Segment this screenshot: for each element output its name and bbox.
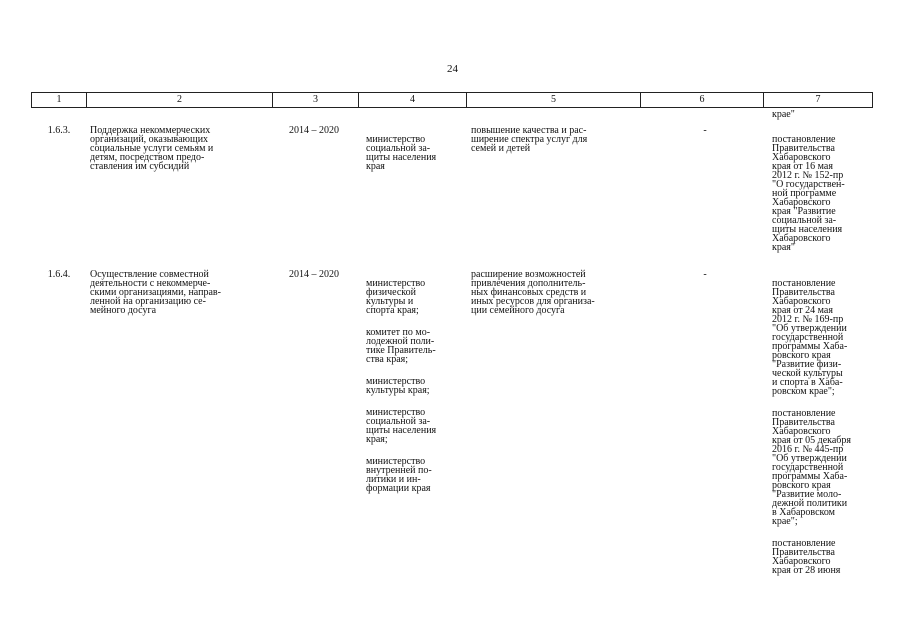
continuation-text: крае" (772, 109, 795, 120)
header-cell-1: 1 (32, 93, 87, 107)
header-cell-6: 6 (641, 93, 764, 107)
page-number: 24 (447, 63, 458, 75)
document-item: постановление Правительства Хабаровского края от 16 мая 2012 г. № 152-пр "О государствен- ной программе Хабаровского края "Развитие социальной за- щиты населения Хабаровского края" (772, 134, 845, 253)
header-cell-3: 3 (273, 93, 359, 107)
period: 2014 – 2020 (289, 125, 339, 136)
period: 2014 – 2020 (289, 269, 339, 280)
header-cell-7: 7 (815, 94, 821, 105)
activity-name: Поддержка некоммерческих организаций, оказывающих социальные услуги семьям и детям, посредством предо- ставления им субсидий (90, 125, 214, 172)
row-number: 1.6.4. (47, 269, 71, 280)
legal-documents (772, 126, 872, 265)
expected-result: повышение качества и рас- ширение спектра услуг для семей и детей (471, 125, 588, 154)
header-cell-4: 4 (359, 93, 467, 107)
executor-item: министерство социальной за- щиты населения края (366, 134, 437, 172)
executor-item: министерство внутренней по- литики и ин- формации края (366, 456, 432, 494)
expected-result: расширение возможностей привлечения дополнитель- ных финансовых средств и иных ресурсов для организа- ции семейного досуга (471, 269, 595, 316)
executors (366, 270, 462, 506)
header-cell-2: 2 (87, 93, 273, 107)
legal-documents (772, 270, 872, 588)
document-item: постановление Правительства Хабаровского края от 05 декабря 2016 г. № 445-пр "Об утверждении государственной программы Хаба- ровского края "Развитие моло- дежной политики в Хабаровском крае"; (772, 408, 851, 527)
executor-item: министерство социальной за- щиты населения края; (366, 407, 437, 445)
row-number: 1.6.3. (47, 125, 71, 136)
column-6-value: - (703, 269, 707, 280)
document-item: постановление Правительства Хабаровского края от 28 июня (772, 538, 841, 576)
executor-item: министерство физической культуры и спорта края; (366, 278, 426, 316)
column-6-value: - (703, 125, 707, 136)
activity-name: Осуществление совместной деятельности с некоммерче- скими организациями, направ- ленной на организацию се- мейного досуга (90, 269, 221, 316)
executor-item: министерство культуры края; (366, 376, 430, 396)
table-header-row (31, 92, 873, 108)
header-cell-5: 5 (467, 93, 641, 107)
executor-item: комитет по мо- лодежной поли- тике Правитель- ства края; (366, 327, 436, 365)
executors (366, 126, 462, 184)
document-item: постановление Правительства Хабаровского края от 24 мая 2012 г. № 169-пр "Об утверждении государственной программы Хаба- ровского края "Развитие физи- ческой культуры и спорта в Хаба- ровском крае"; (772, 278, 848, 397)
